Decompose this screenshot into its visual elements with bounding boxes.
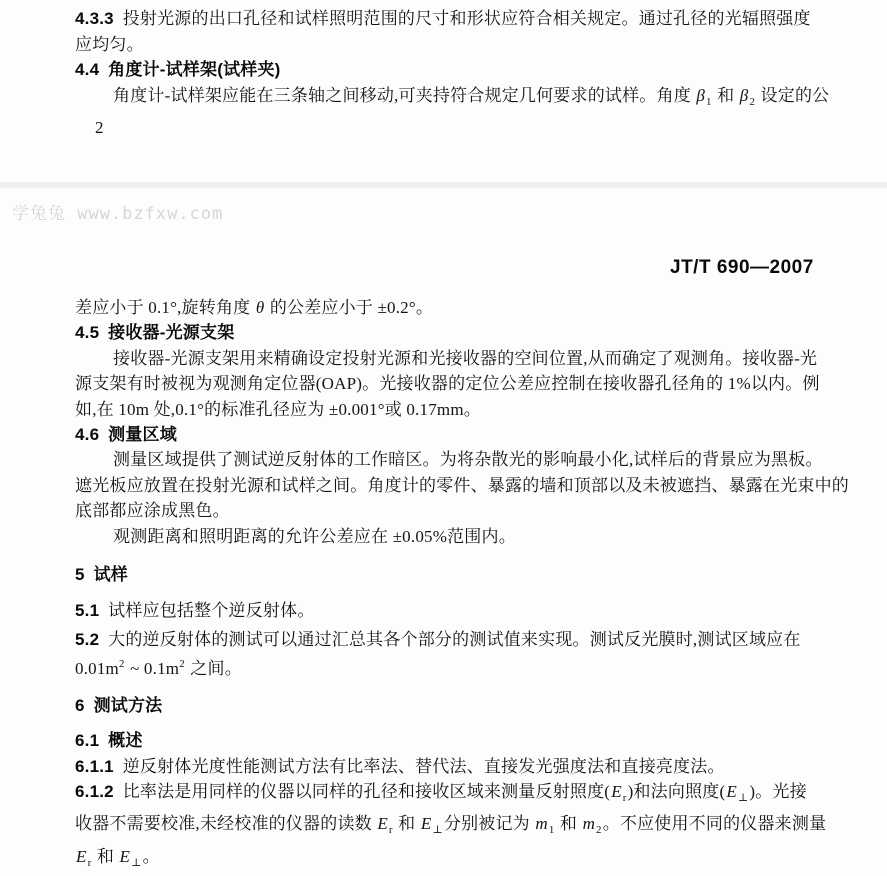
text-run [99, 323, 108, 342]
text-line [75, 524, 873, 549]
text-run: 测试方法 [93, 695, 163, 715]
text-line [75, 346, 873, 371]
text-run: m [582, 814, 596, 834]
text-run: E [726, 781, 737, 801]
text-run: ⊥ [432, 824, 443, 837]
text-run: 2 [118, 658, 125, 671]
text-run: 接收器-光源支架 [108, 323, 235, 343]
text-run: 。不应使用不同的仪器来测量 [602, 814, 827, 834]
text-run: 的公差应小于 ±0.2°。 [265, 298, 434, 317]
text-run: 。 [142, 846, 160, 866]
text-run: 5.1 [75, 601, 100, 621]
text-run: E [119, 846, 131, 866]
text-run: 角度计-试样架(试样夹) [108, 60, 281, 79]
page-break-divider [0, 182, 887, 188]
text-run: 6.1 [75, 731, 100, 751]
text-run: 投射光源的出口孔径和试样照明范围的尺寸和形状应符合相关规定。通过孔径的光辐照强度 [113, 9, 811, 28]
text-line [75, 652, 873, 681]
text-line [75, 844, 873, 876]
text-run: β [696, 85, 706, 105]
text-run: 逆反射体光度性能测试方法有比率法、替代法、直接发光强度法和直接亮度法。 [113, 756, 725, 776]
text-run: 和 [393, 814, 420, 834]
text-run: 应均匀。 [75, 34, 144, 54]
page-content [75, 295, 873, 876]
text-line [75, 811, 873, 843]
text-line [75, 754, 873, 779]
text-run: ⊥ [737, 791, 749, 804]
text-run: 分别被记为 [443, 814, 535, 834]
text-line [75, 115, 873, 141]
text-run: 和 [92, 846, 119, 866]
text-run: 之间。 [185, 659, 242, 679]
text-run: 6.1.1 [75, 756, 114, 776]
text-run: 概述 [108, 731, 143, 751]
text-run: 如,在 10m 处,0.1°的标准孔径应为 ±0.001°或 0.17mm。 [75, 399, 481, 419]
text-line [75, 6, 873, 32]
text-run [85, 565, 94, 584]
text-run: 2 [179, 658, 185, 671]
text-run: 和 [555, 814, 582, 834]
page-fragment-top [75, 6, 873, 141]
text-line [75, 779, 873, 811]
text-run: 接收器-光源支架用来精确设定投射光源和光接收器的空间位置,从而确定了观测角。接收器-光 [113, 348, 818, 368]
text-line [75, 728, 873, 753]
text-run: 2 [95, 118, 104, 137]
text-line [75, 422, 873, 447]
text-run: E [76, 846, 87, 866]
text-run: E [420, 814, 432, 834]
text-run: 设定的公 [756, 85, 830, 105]
text-line [75, 397, 873, 422]
text-run: E [611, 781, 622, 801]
text-line [75, 473, 873, 498]
text-run: 4.6 [75, 425, 100, 445]
text-run: r [87, 856, 92, 869]
text-run: )和法向照度( [627, 781, 726, 801]
text-run: 2 [596, 824, 602, 837]
watermark-text: 学兔兔 www.bzfxw.com [12, 204, 224, 224]
text-run: m [535, 814, 548, 834]
text-run [85, 696, 94, 715]
text-line [75, 498, 873, 523]
text-run: 6.1.2 [75, 781, 114, 801]
text-run: θ [255, 298, 265, 317]
text-line [75, 693, 873, 718]
text-run: 角度计-试样架应能在三条轴之间移动,可夹持符合规定几何要求的试样。角度 [113, 85, 696, 105]
text-line [75, 371, 873, 396]
text-line [75, 57, 873, 83]
text-run: 观测距离和照明距离的允许公差应在 ±0.05%范围内。 [113, 526, 516, 546]
text-run [99, 731, 108, 750]
text-line [75, 598, 873, 623]
text-line [75, 562, 873, 587]
text-run [99, 60, 108, 79]
text-run: 试样应包括整个逆反射体。 [99, 601, 315, 621]
text-run: 4.4 [75, 60, 100, 79]
text-run: 测量区域提供了测试逆反射体的工作暗区。为将杂散光的影响最小化,试样后的背景应为黑板。 [113, 450, 823, 470]
text-run: E [377, 814, 388, 834]
text-line [75, 32, 873, 58]
text-line [75, 447, 873, 472]
text-run: 源支架有时被视为观测角定位器(OAP)。光接收器的定位公差应控制在接收器孔径角的 1%以内。例 [75, 374, 820, 394]
text-run: ⊥ [131, 856, 142, 869]
text-line [75, 83, 873, 116]
text-run: 比率法是用同样的仪器以同样的孔径和接收区域来测量反射照度( [113, 781, 611, 801]
text-line [75, 320, 873, 345]
text-run: β [739, 85, 749, 105]
text-run: 遮光板应放置在投射光源和试样之间。角度计的零件、暴露的墙和顶部以及未被遮挡、暴露在光束中的 [75, 475, 849, 495]
text-run: 和 [712, 85, 739, 105]
text-run: 测量区域 [108, 425, 177, 445]
text-run: 4.3.3 [75, 9, 114, 28]
text-run [99, 425, 108, 444]
text-line [75, 295, 873, 320]
text-run: 4.5 [75, 323, 100, 343]
text-run: 试样 [93, 565, 128, 585]
text-run: 差应小于 0.1°,旋转角度 [75, 298, 255, 317]
text-run: r [622, 791, 627, 804]
text-run: ~ 0.1m [125, 659, 180, 679]
text-line [75, 627, 873, 652]
text-run: 5 [75, 565, 85, 585]
text-run: )。光接 [749, 781, 807, 801]
text-run: 大的逆反射体的测试可以通过汇总其各个部分的测试值来实现。测试反光膜时,测试区域应在 [99, 629, 801, 649]
text-run: 0.01m [75, 659, 119, 679]
text-run: 收器不需要校准,未经校准的仪器的读数 [75, 814, 377, 834]
text-run: 2 [749, 95, 756, 108]
text-run: 6 [75, 695, 85, 715]
text-run: 5.2 [75, 629, 100, 649]
text-run: r [388, 824, 393, 837]
standard-number-header: JT/T 690—2007 [670, 257, 814, 278]
text-run: 1 [548, 824, 555, 837]
text-run: 1 [706, 95, 712, 108]
text-run: 底部都应涂成黑色。 [75, 501, 230, 521]
